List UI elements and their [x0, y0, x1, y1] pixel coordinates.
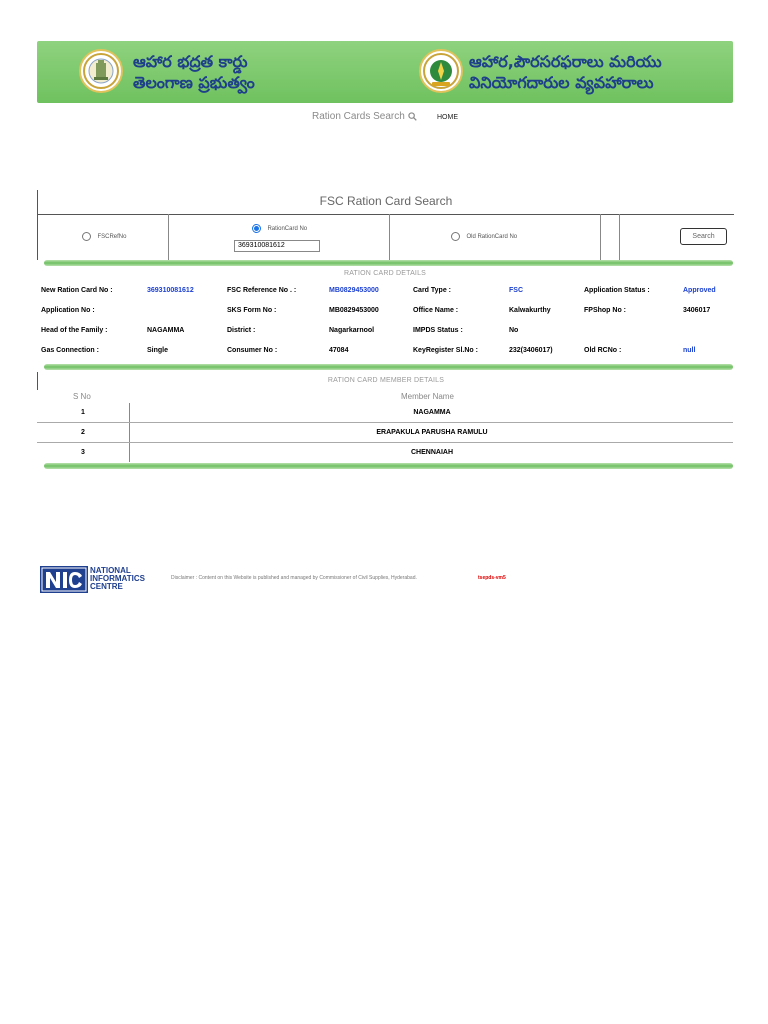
nic-name	[90, 567, 145, 591]
disclaimer-text: Disclaimer : Content on this Website is published and managed by Commissioner of Civil Supplies, Hyderabad.	[171, 575, 417, 581]
banner-right-line1: ఆహార,పౌరసరఫరాలు మరియు	[469, 52, 662, 71]
col-header-sno: S No	[73, 392, 91, 401]
nic-line2: INFORMATICS	[90, 574, 145, 583]
member-details-header	[37, 372, 734, 390]
detail-value: 47084	[329, 347, 349, 354]
detail-value: No	[509, 327, 519, 334]
radio-old-rationcard-button[interactable]	[451, 232, 460, 241]
detail-value: 232(3406017)	[509, 347, 553, 354]
header-banner	[37, 41, 733, 103]
table-row	[37, 443, 733, 462]
option-cell-search	[600, 214, 734, 260]
detail-value: NAGAMMA	[147, 327, 185, 334]
radio-rationcard[interactable]	[252, 220, 307, 238]
detail-label: Head of the Family :	[41, 327, 108, 334]
detail-label: Old RCNo :	[584, 347, 622, 354]
search-panel-title: FSC Ration Card Search	[37, 190, 734, 215]
member-sno: 3	[81, 449, 85, 456]
detail-value: Single	[147, 347, 169, 354]
nic-logo-icon	[40, 566, 88, 593]
detail-value: MB0829453000	[329, 307, 379, 314]
detail-label: Office Name :	[413, 307, 459, 314]
rationcard-input[interactable]: 369310081612	[234, 240, 320, 252]
detail-label: KeyRegister Sl.No :	[413, 347, 478, 354]
detail-label: District :	[227, 327, 256, 334]
banner-left-line2: తెలంగాణ ప్రభుత్వం	[133, 73, 255, 92]
home-link[interactable]: HOME	[437, 114, 458, 121]
ration-card-details-title: RATION CARD DETAILS	[343, 270, 427, 277]
banner-title-left	[133, 51, 255, 93]
search-icon	[408, 112, 417, 121]
detail-value: Nagarkarnool	[329, 327, 375, 334]
detail-label: SKS Form No :	[227, 307, 277, 314]
member-sno: 2	[81, 429, 85, 436]
top-nav	[0, 111, 768, 127]
telangana-emblem-icon	[79, 49, 123, 93]
detail-value: MB0829453000	[329, 287, 379, 294]
details-row	[0, 325, 768, 339]
col-header-member-name: Member Name	[401, 392, 454, 401]
detail-label: Card Type :	[413, 287, 451, 294]
radio-rationcard-label: RationCard No	[267, 225, 308, 232]
option-cell-fscrefno	[38, 214, 169, 260]
radio-old-rationcard[interactable]	[451, 228, 517, 246]
radio-fscrefno-button[interactable]	[82, 232, 91, 241]
member-name: CHENNAIAH	[129, 443, 734, 462]
nic-line1: NATIONAL	[90, 566, 131, 575]
search-button[interactable]: Search	[680, 228, 727, 245]
cell-divider	[600, 214, 620, 260]
divider-bar	[44, 463, 733, 469]
detail-label: Application Status :	[584, 287, 650, 294]
nic-line3: CENTRE	[90, 582, 123, 591]
server-tag: tsepds-vm5	[478, 575, 506, 581]
radio-fscrefno-label: FSCRefNo	[97, 233, 127, 240]
civil-supplies-emblem-icon	[419, 49, 463, 93]
details-row	[0, 345, 768, 359]
detail-value: null	[683, 347, 696, 354]
banner-right-line2: వినియోగదారుల వ్యవహారాలు	[469, 73, 654, 92]
detail-value: FSC	[509, 287, 523, 294]
ration-cards-search-label: Ration Cards Search	[312, 111, 405, 122]
detail-value: 3406017	[683, 307, 711, 314]
ration-card-details	[0, 285, 768, 365]
divider-bar	[44, 260, 733, 266]
ration-cards-search-link[interactable]	[312, 111, 417, 122]
radio-rationcard-button[interactable]	[252, 224, 261, 233]
table-row	[37, 403, 733, 423]
detail-label: FSC Reference No . :	[227, 287, 297, 294]
member-table-header	[37, 392, 733, 403]
search-options-row	[37, 214, 734, 260]
details-row	[0, 305, 768, 319]
option-cell-old-rationcard	[389, 214, 601, 260]
footer	[40, 566, 740, 594]
member-details-title: RATION CARD MEMBER DETAILS	[327, 377, 445, 384]
detail-value: Approved	[683, 287, 716, 294]
banner-left-line1: ఆహార భద్రత కార్డు	[133, 52, 248, 71]
detail-label: IMPDS Status :	[413, 327, 463, 334]
detail-label: New Ration Card No :	[41, 287, 113, 294]
detail-value: Kalwakurthy	[509, 307, 551, 314]
radio-fscrefno[interactable]	[82, 228, 126, 246]
banner-title-right	[469, 51, 662, 93]
member-name: ERAPAKULA PARUSHA RAMULU	[129, 423, 734, 442]
radio-old-rationcard-label: Old RationCard No	[466, 233, 518, 240]
member-name: NAGAMMA	[129, 403, 734, 422]
detail-value: 369310081612	[147, 287, 194, 294]
detail-label: FPShop No :	[584, 307, 626, 314]
divider-bar	[44, 364, 733, 370]
member-sno: 1	[81, 409, 85, 416]
table-row	[37, 423, 733, 443]
detail-label: Application No :	[41, 307, 95, 314]
option-cell-rationcard	[168, 214, 390, 260]
detail-label: Consumer No :	[227, 347, 278, 354]
detail-label: Gas Connection :	[41, 347, 99, 354]
details-row	[0, 285, 768, 299]
